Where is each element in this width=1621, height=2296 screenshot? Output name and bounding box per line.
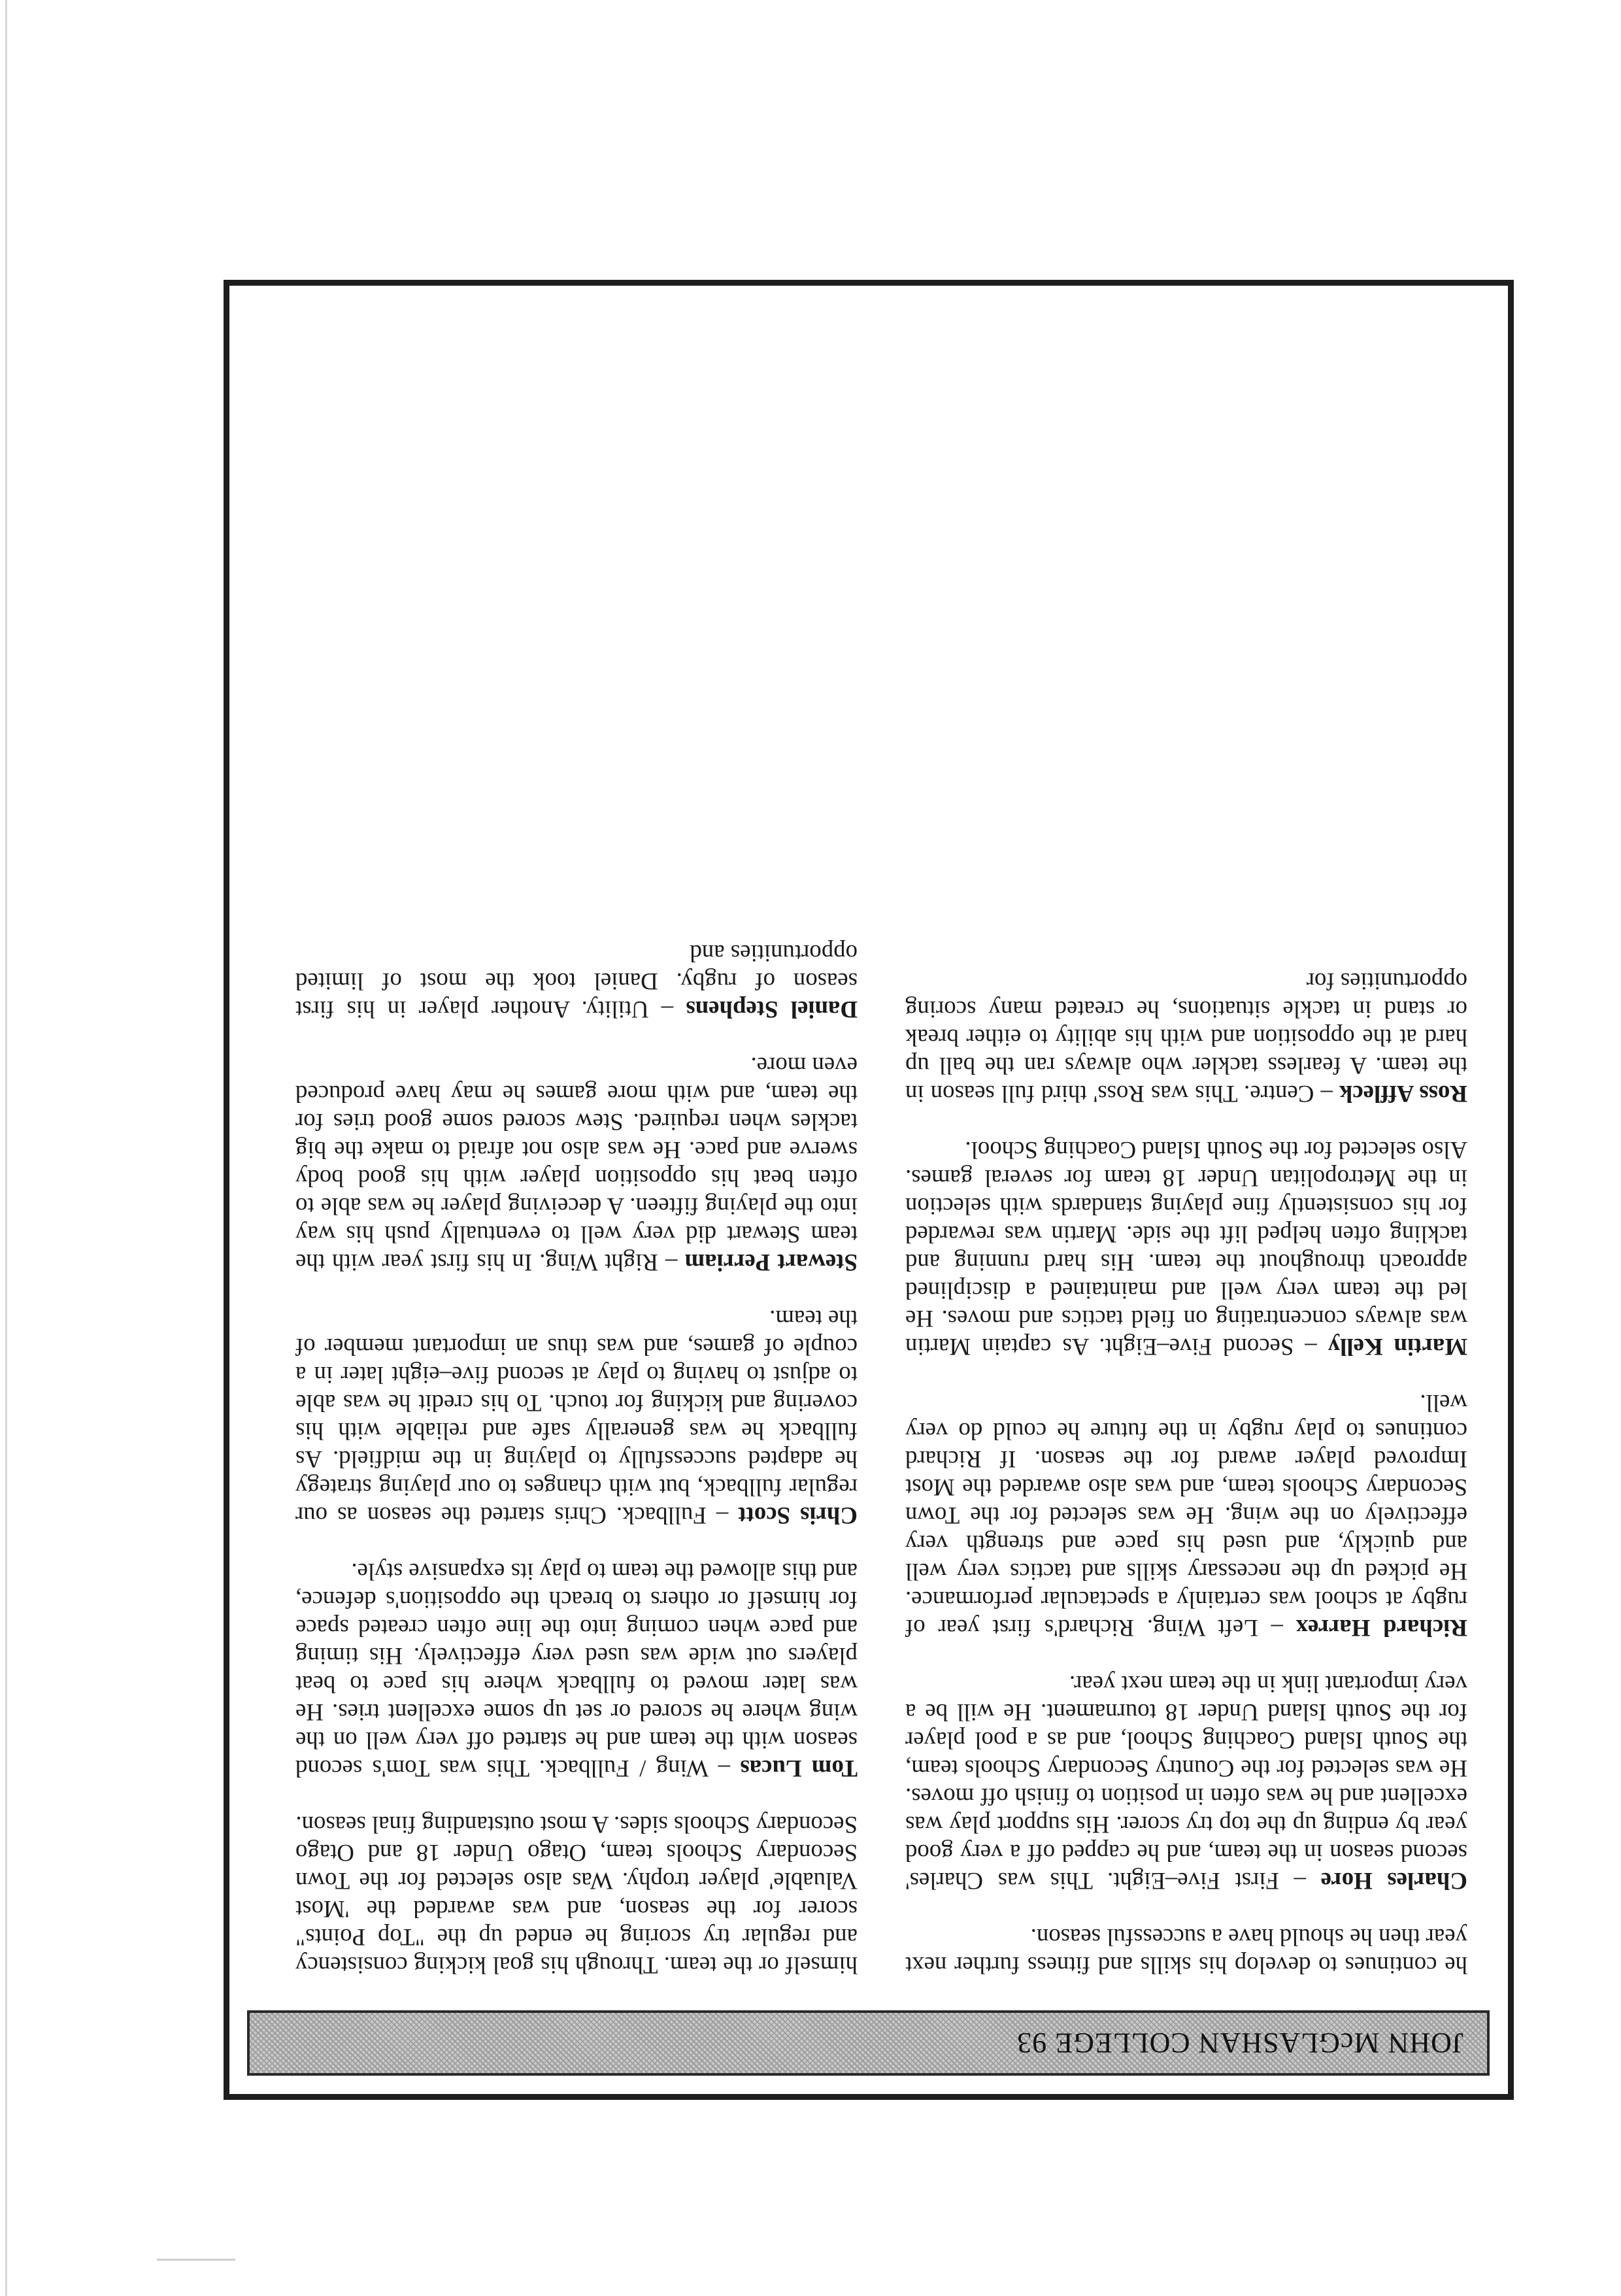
text-line: space for himself or others to breach the	[295, 1587, 858, 1642]
text-line: team very well and maintained a	[1025, 1277, 1380, 1304]
text-line: when coming into the line often created	[358, 1615, 760, 1642]
text-line: season as our regular fullback, but with	[295, 1474, 858, 1529]
text-line: pace to beat players out wide was used	[295, 1643, 858, 1698]
page-frame	[224, 280, 1514, 2100]
text-line: – Utility. Another	[491, 996, 686, 1023]
text-line: games. Also selected for the South Island	[905, 1137, 1467, 1192]
text-line: midfield. As fullback he was generally	[295, 1418, 858, 1473]
text-line: changes to our playing strategy he	[295, 1446, 858, 1501]
text-line: third full season in the team. A fearless	[905, 1053, 1467, 1107]
text-line: very effectively. His timing and pace	[295, 1615, 858, 1670]
paragraph	[295, 1558, 858, 1783]
text-line: on field tactics and moves. He led the	[905, 1277, 1467, 1332]
text-line: scored or set up some excellent tries. He	[295, 1699, 703, 1726]
text-line: player in his first season of rugby. Daniel	[295, 968, 858, 1023]
text-line: he continues to develop his skills and	[1097, 1952, 1467, 1979]
paragraph	[295, 1305, 858, 1530]
text-line: rewarded for his consistently fine playing	[905, 1193, 1467, 1248]
text-line: – Right Wing. In his first	[431, 1249, 685, 1276]
text-line: a spectacular performance. He picked up	[905, 1559, 1467, 1613]
text-line: Coaching School.	[965, 1137, 1137, 1164]
text-line: season, and was awarded the 'Most	[295, 1896, 690, 1923]
text-line: – First Five–Eight. This	[1050, 1868, 1321, 1895]
text-line: first year of rugby at school was certainly	[905, 1587, 1467, 1642]
text-line: and quickly, and used his pace and	[1061, 1530, 1467, 1557]
text-line: team to play its expansive style.	[351, 1559, 659, 1585]
text-line: selected for the Town Secondary Schools	[295, 1840, 858, 1895]
header-banner	[247, 2010, 1490, 2076]
text-line: took the most of limited opportunities and	[295, 940, 858, 995]
player-name: Richard Harrex	[1295, 1615, 1467, 1642]
text-line: helped lift the side. Martin was	[1004, 1221, 1322, 1248]
text-line: was later moved to fullback where his	[441, 1671, 858, 1698]
player-name: Chris Scott	[738, 1502, 858, 1529]
text-line: was selected for the Town Secondary	[905, 1474, 1467, 1529]
text-line: outstanding final season.	[295, 1812, 535, 1838]
text-line: Tom's second season with the team and he	[295, 1727, 858, 1782]
player-name: Tom Lucas	[740, 1755, 858, 1782]
paragraph	[295, 939, 858, 1024]
text-line: – Left Wing. Richard's	[1044, 1615, 1296, 1642]
text-line: – Second Five–Eight. As	[1062, 1334, 1328, 1360]
paragraph	[295, 1052, 858, 1277]
text-line: play was excellent and he was often in	[905, 1783, 1467, 1838]
text-line: more games he may have produced even	[295, 1053, 858, 1107]
text-line: strength very effectively on the wing. He	[905, 1502, 1467, 1557]
text-line: he created many scoring opportunities for	[905, 968, 1467, 1023]
text-line: Under 18 tournament. He will be a very	[905, 1671, 1467, 1726]
text-line: tackler who always ran the ball up hard	[905, 1024, 1467, 1079]
text-line: have a successful season.	[1030, 1924, 1274, 1951]
header-title: JOHN McGLASHAN COLLEGE 93	[1016, 2027, 1463, 2059]
paragraph	[295, 1811, 858, 1980]
text-line: pace. He was also not afraid to make the	[334, 1137, 739, 1164]
player-name: Charles Hore	[1320, 1868, 1467, 1895]
text-line: able to adjust to having to play at second	[295, 1362, 858, 1417]
text-line: fitness further next year then he should	[905, 1924, 1467, 1979]
right-column	[295, 911, 858, 1980]
text-line: team, the South Island Coaching School,	[905, 1727, 1467, 1782]
text-line: five–eight later in a couple of games, and	[295, 1334, 858, 1389]
paragraph	[905, 968, 1467, 1108]
player-name: Ross Affleck	[1339, 1081, 1467, 1107]
text-line: Valuable' player trophy. Was also	[523, 1868, 858, 1895]
text-line: Secondary Schools sides. A most	[540, 1812, 858, 1838]
text-line: kicking for touch. To his credit he was	[343, 1390, 724, 1417]
text-line: more.	[750, 1053, 807, 1079]
text-line: safe and reliable with his covering and	[295, 1390, 858, 1445]
text-line: Most Improved player award for the	[905, 1446, 1467, 1501]
text-line: playing fifteen. A deceiving player he	[412, 1193, 778, 1220]
text-line: position to finish off moves. He was	[905, 1755, 1467, 1810]
text-line: Schools team, and was also awarded the	[962, 1474, 1359, 1501]
text-line: himself or the team. Through his goal	[492, 1952, 858, 1979]
text-line: adapted successfully to playing in the	[432, 1446, 824, 1473]
paragraph	[905, 1670, 1467, 1895]
text-line: he ended up the "Top Points" scorer for the	[295, 1896, 858, 1951]
text-line: standards with selection in the	[905, 1165, 1467, 1220]
text-line: started off very well on the wing where he	[295, 1699, 858, 1754]
text-line: kicking consistency and regular try scoring	[295, 1924, 858, 1979]
text-line: team, Otago Under 18 and Otago	[295, 1840, 653, 1866]
text-line: – Centre. This was Ross'	[1093, 1081, 1339, 1107]
paragraph	[905, 1923, 1467, 1980]
player-name: Stewart Perriam	[684, 1249, 858, 1276]
text-line: team.	[769, 1306, 822, 1332]
text-line: and he capped off a very good year by	[905, 1812, 1467, 1866]
text-line: player with his good body swerve and	[295, 1137, 858, 1192]
left-column	[905, 939, 1467, 1980]
text-line: was Charles' second season in the team,	[905, 1840, 1467, 1895]
text-line: in the future he could do very well.	[905, 1390, 1467, 1445]
text-line: the necessary skills and tactics very well	[905, 1559, 1321, 1585]
text-line: important link in the team next year.	[1069, 1671, 1419, 1698]
text-line: season. If Richard continues to play rugby	[905, 1418, 1467, 1473]
text-line: at the opposition and with his ability to	[1029, 1024, 1417, 1051]
text-line: team. His hard running and tackling often	[905, 1221, 1467, 1276]
text-line: – Wing / Fullback. This was	[439, 1755, 741, 1782]
paragraph	[905, 1389, 1467, 1642]
text-line: opposition's defence, and this allowed the	[295, 1559, 858, 1613]
paragraph	[905, 1136, 1467, 1361]
text-line: big tackles when required. Stew scored	[295, 1109, 858, 1164]
text-line: was able to often beat his opposition	[295, 1165, 858, 1220]
text-line: ending up the top try scorer. His support	[997, 1812, 1389, 1838]
text-line: some good tries for the team, and with	[295, 1081, 858, 1136]
text-line: Metropolitan Under 18 team for several	[984, 1165, 1396, 1192]
text-line: year with the team Stewart did very well	[295, 1221, 858, 1276]
text-line: and as a pool player for the South Island	[905, 1699, 1467, 1754]
text-line: disciplined approach throughout the	[905, 1249, 1467, 1304]
text-line: selected for the Country Secondary Schools	[964, 1755, 1389, 1782]
text-line: to eventually push his way into the	[295, 1193, 858, 1248]
text-line: was thus an important member of the	[295, 1306, 858, 1360]
text-line: captain Martin was always concentrating	[905, 1306, 1467, 1360]
player-name: Daniel Stephens	[686, 996, 858, 1023]
text-line: – Fullback. Chris started the	[441, 1502, 739, 1529]
player-name: Martin Kelly	[1328, 1334, 1467, 1360]
text-line: either break or stand in tackle situations,	[905, 996, 1467, 1051]
